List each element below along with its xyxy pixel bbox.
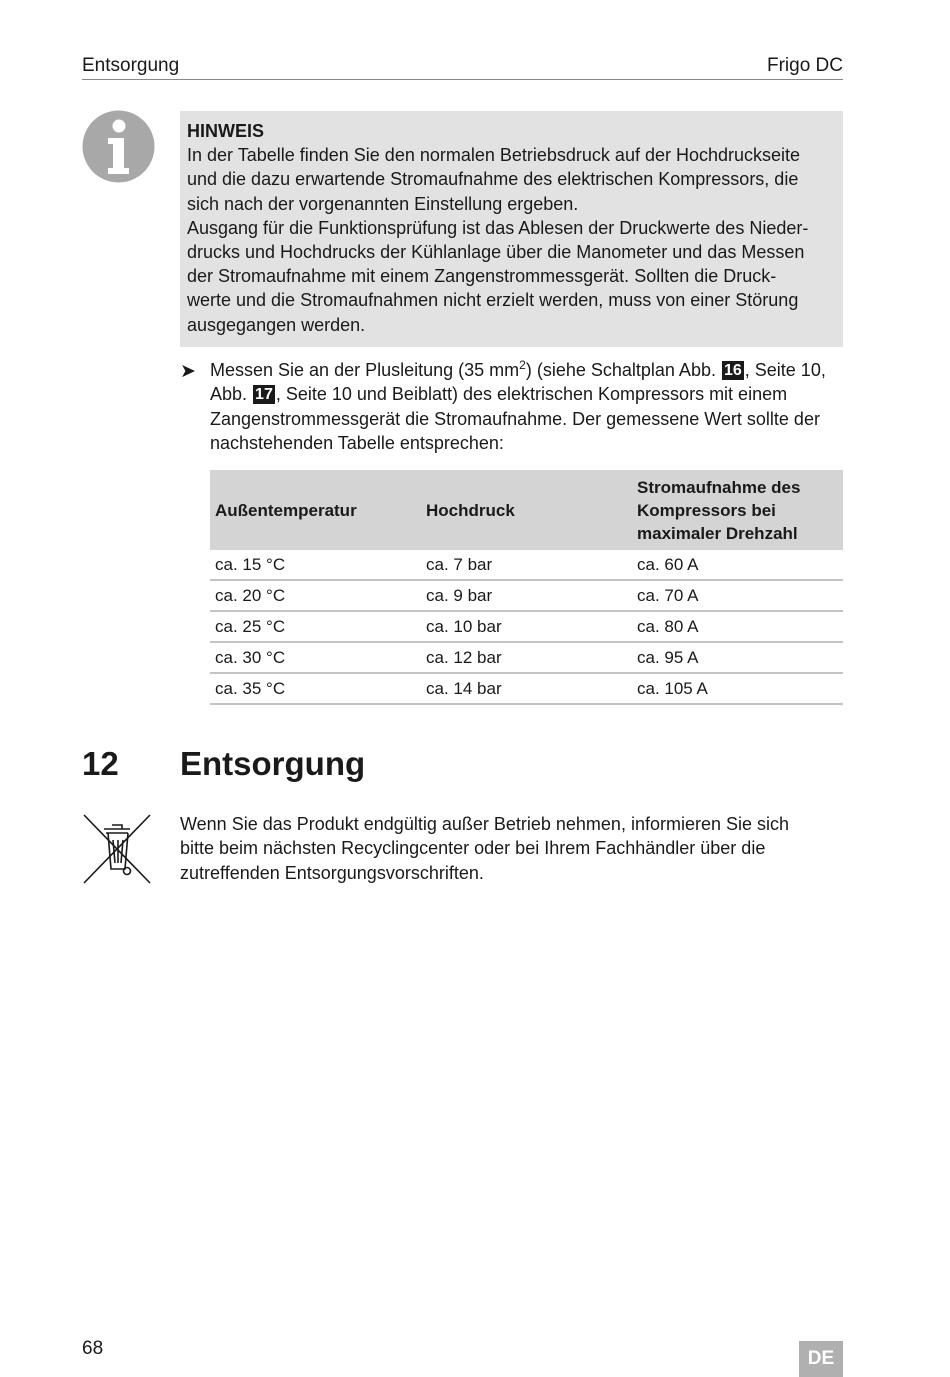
- paragraph-line: bitte beim nächsten Recyclingcenter oder bei Ihrem Fachhändler über die: [180, 838, 766, 859]
- table-cell: ca. 20 °C: [210, 580, 421, 611]
- table-cell: ca. 70 A: [632, 580, 843, 611]
- table-cell: ca. 15 °C: [210, 550, 421, 580]
- disposal-paragraph: [180, 812, 840, 885]
- section-title: Entsorgung: [180, 745, 366, 782]
- table-cell: ca. 105 A: [632, 673, 843, 704]
- table-cell: ca. 80 A: [632, 611, 843, 642]
- running-header-section: Entsorgung: [82, 55, 180, 76]
- header-divider: [82, 79, 843, 80]
- header-line: Kompressors bei: [637, 500, 776, 520]
- note-line: sich nach der vorgenannten Einstellung ergeben.: [187, 193, 579, 214]
- table-cell: ca. 25 °C: [210, 611, 421, 642]
- page-number: 68: [82, 1338, 104, 1359]
- step-text: Messen Sie an der Plusleitung (35 mm: [210, 360, 520, 380]
- step-text: nachstehenden Tabelle entsprechen:: [210, 432, 504, 453]
- language-badge: DE: [799, 1341, 843, 1377]
- table-cell: ca. 9 bar: [421, 580, 632, 611]
- table-row: [210, 550, 843, 580]
- step-text: Zangenstrommessgerät die Stromaufnahme. Der gemessene Wert sollte der: [210, 408, 820, 429]
- column-header-pressure: Hochdruck: [421, 470, 632, 550]
- table-row: [210, 611, 843, 642]
- figure-ref-17: 17: [255, 386, 273, 404]
- superscript: 2: [519, 358, 526, 372]
- table-cell: ca. 10 bar: [421, 611, 632, 642]
- column-header-current: [632, 470, 843, 550]
- info-circle-icon: [82, 110, 155, 183]
- figure-ref-16: 16: [723, 362, 742, 379]
- section-number: 12: [82, 745, 119, 782]
- table-row: [210, 673, 843, 704]
- note-line: werte und die Stromaufnahmen nicht erzielt werden, muss von einer Störung: [187, 290, 799, 311]
- crossed-out-wheelie-bin-icon: [82, 813, 152, 885]
- note-line: und die dazu erwartende Stromaufnahme des elektrischen Kompressors, die: [187, 169, 799, 190]
- note-line: der Stromaufnahme mit einem Zangenstrommessgerät. Sollten die Druck-: [187, 266, 777, 287]
- step-text: ) (siehe Schaltplan Abb.: [525, 360, 716, 380]
- table-row: [210, 642, 843, 673]
- note-title: HINWEIS: [187, 121, 265, 141]
- note-line: ausgegangen werden.: [187, 314, 366, 335]
- table-cell: ca. 95 A: [632, 642, 843, 673]
- step-instruction: [210, 358, 846, 455]
- paragraph-line: zutreffenden Entsorgungsvorschriften.: [180, 862, 484, 883]
- header-line: maximaler Drehzahl: [637, 523, 798, 543]
- table-header-row: [210, 470, 843, 550]
- step-text: , Seite 10 und Beiblatt) des elektrischen Kompressors mit einem: [275, 384, 788, 405]
- table-cell: ca. 12 bar: [421, 642, 632, 673]
- table-cell: ca. 14 bar: [421, 673, 632, 704]
- note-line: drucks und Hochdrucks der Kühlanlage über die Manometer und das Messen: [187, 242, 805, 263]
- table-cell: ca. 60 A: [632, 550, 843, 580]
- step-text: Abb.: [210, 384, 248, 405]
- table-cell: ca. 30 °C: [210, 642, 421, 673]
- table-cell: ca. 7 bar: [421, 550, 632, 580]
- paragraph-line: Wenn Sie das Produkt endgültig außer Betrieb nehmen, informieren Sie sich: [180, 814, 790, 834]
- note-line: Ausgang für die Funktionsprüfung ist das Ablesen der Druckwerte des Nieder-: [187, 217, 809, 238]
- step-arrow-icon: ➤: [180, 361, 196, 382]
- table-row: [210, 580, 843, 611]
- step-text: , Seite 10,: [744, 360, 826, 380]
- table-cell: ca. 35 °C: [210, 673, 421, 704]
- running-header-product: Frigo DC: [766, 55, 843, 76]
- pressure-current-table: [210, 470, 843, 705]
- header-line: Stromaufnahme des: [637, 477, 801, 497]
- column-header-temperature: Außentemperatur: [210, 470, 421, 550]
- note-box: [180, 111, 843, 347]
- note-line: In der Tabelle finden Sie den normalen Betriebsdruck auf der Hochdruckseite: [187, 145, 801, 166]
